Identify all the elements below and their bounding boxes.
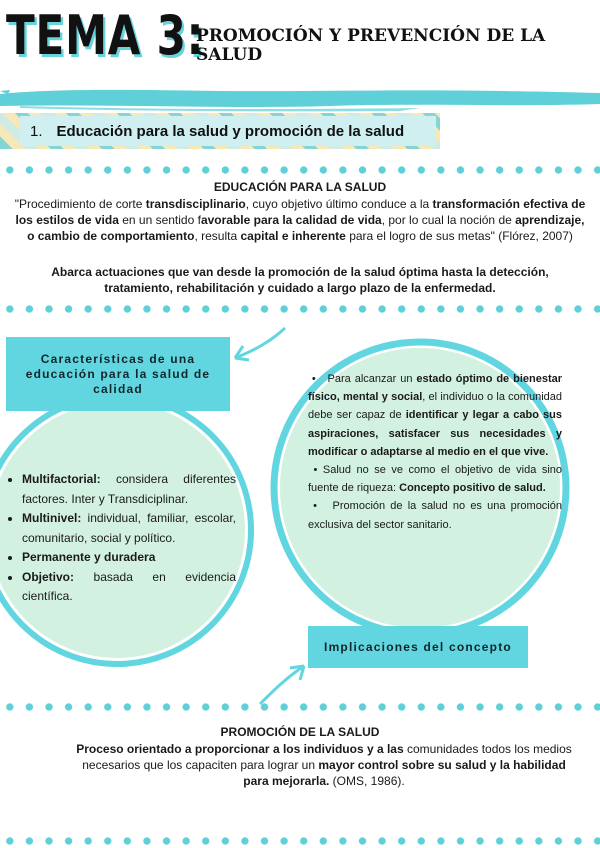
text-run: , por lo cual la noción de — [381, 213, 516, 227]
caracteristica-item: • Multifactorial: considera diferentes factores. Inter y Transdiciplinar. — [22, 470, 236, 509]
text-run: capital e inherente — [240, 229, 346, 243]
text-run: , cuyo objetivo último conduce a la — [245, 197, 433, 211]
implicaciones-list — [308, 370, 562, 534]
caracteristicas-list — [10, 470, 236, 607]
text-run: transdisciplinario — [145, 197, 246, 211]
text-run: Proceso orientado a proporcionar a los individuos y a las — [76, 742, 404, 756]
caracteristicas-box — [6, 337, 230, 411]
caracteristica-item: • Multinivel: individual, familiar, escolar, comunitario, social y político. — [22, 509, 236, 548]
tema-number: TEMA 3: — [6, 4, 205, 67]
text-run: Concepto positivo de salud. — [399, 482, 546, 495]
arrow-icon — [252, 656, 312, 710]
text-run: identificar y legar a cabo sus aspiraciones, satisfacer sus necesidades y modificar o adaptarse al medio en el que vive. — [308, 409, 562, 458]
promocion-heading: PROMOCIÓN DE LA SALUD — [220, 725, 380, 739]
text-run: en un sentido f — [118, 213, 201, 227]
page-title: PROMOCIÓN Y PREVENCIÓN DE LA SALUD — [196, 26, 546, 65]
implicacion-item: • Salud no se ve como el objetivo de vida sino fuente de riqueza: Concepto positivo de salud. — [308, 464, 563, 495]
dotted-divider — [0, 836, 600, 846]
caracteristica-item: • Permanente y duradera — [22, 548, 236, 568]
caracteristicas-label: Características de una educación para la salud de calidad — [25, 351, 211, 396]
implicaciones-label: Implicaciones del concepto — [324, 640, 512, 654]
caracteristica-item: • Objetivo: basada en evidencia científica. — [22, 568, 236, 607]
educacion-quote — [14, 196, 586, 244]
brush-stroke-decoration — [0, 82, 600, 112]
section-heading — [20, 116, 436, 146]
implicacion-item: • Para alcanzar un estado óptimo de bienestar físico, mental y social, el individuo o la comunidad debe ser capaz de identificar y legar a cabo sus aspiraciones, satisfacer sus necesidades y modificar o adaptarse al medio en el que vive. — [308, 373, 563, 458]
text-run: (OMS, 1986). — [329, 774, 405, 788]
text-run: aprendizaje, o cambio de comportamiento — [27, 213, 585, 243]
implicaciones-box — [308, 626, 528, 668]
text-run: para el logro de sus metas" (Flórez, 2007) — [345, 229, 573, 243]
text-run: , el individuo o la comunidad debe ser capaz de — [308, 391, 562, 422]
text-run: mayor control sobre su salud y la habilidad para mejorarla. — [243, 758, 566, 788]
text-run: avorable para la calidad de vida — [200, 213, 382, 227]
text-run: estado óptimo de bienestar físico, mental y social — [308, 373, 563, 404]
text-run: , resulta — [194, 229, 241, 243]
section-title: Educación para la salud y promoción de la salud — [56, 122, 405, 140]
implicacion-text: Promoción de la salud no es una promoción exclusiva del sector sanitario. — [308, 500, 562, 531]
text-run: comunidades todos los medios necesarios que los capaciten para lograr un — [82, 742, 572, 772]
promocion-text — [74, 741, 574, 789]
dotted-divider — [0, 304, 600, 314]
text-run: Para alcanzar un — [327, 373, 417, 385]
section-number: 1. — [30, 122, 43, 140]
arrow-icon — [225, 322, 295, 366]
educacion-heading: EDUCACIÓN PARA LA SALUD — [213, 180, 387, 194]
implicacion-item: • Promoción de la salud no es una promoción exclusiva del sector sanitario. — [308, 500, 562, 531]
dotted-divider — [0, 165, 600, 175]
text-run: transformación efectiva de los estilos de vida — [15, 197, 586, 227]
text-run: Salud no se ve como el objetivo de vida sino fuente de riqueza: — [308, 464, 563, 495]
text-run: "Procedimiento de corte — [14, 197, 146, 211]
educacion-summary: Abarca actuaciones que van desde la promoción de la salud óptima hasta la detección, tratamiento, rehabilitación y cuidado a largo plazo de la enfermedad. — [51, 265, 549, 295]
